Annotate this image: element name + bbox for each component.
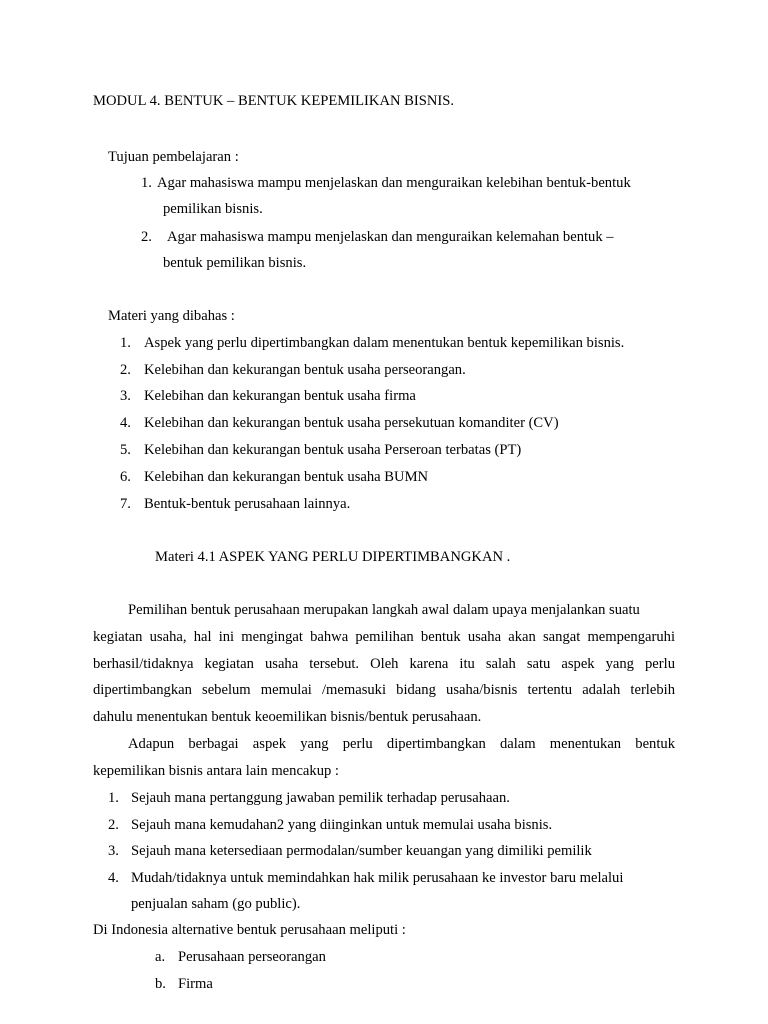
alternative-item bbox=[155, 975, 213, 993]
aspect-item bbox=[108, 842, 592, 860]
alternative-item-text: Firma bbox=[178, 976, 213, 992]
aspect-item-text: Sejauh mana pertanggung jawaban pemilik terhadap perusahaan. bbox=[131, 790, 510, 806]
tujuan-item-1 bbox=[141, 174, 675, 192]
tujuan-item-1-line2: pemilikan bisnis. bbox=[163, 201, 263, 217]
paragraph1-line2: kegiatan usaha, hal ini mengingat bahwa pemilihan bentuk usaha akan sangat mempengaruhi bbox=[93, 629, 675, 645]
aspect-item bbox=[108, 789, 510, 807]
list-number: 3. bbox=[108, 843, 119, 859]
materi-item bbox=[120, 387, 416, 405]
tujuan-item-2-line1: Agar mahasiswa mampu menjelaskan dan menguraikan kelemahan bentuk – bbox=[167, 229, 614, 245]
materi-item bbox=[120, 414, 559, 432]
paragraph1-line4: dipertimbangkan sebelum memulai /memasuki bidang usaha/bisnis tertentu adalah terlebih bbox=[93, 682, 675, 698]
materi-item bbox=[120, 361, 466, 379]
materi-item-text: Aspek yang perlu dipertimbangkan dalam menentukan bentuk kepemilikan bisnis. bbox=[144, 335, 625, 351]
module-title: MODUL 4. BENTUK – BENTUK KEPEMILIKAN BISNIS. bbox=[93, 93, 455, 109]
tujuan-heading: Tujuan pembelajaran : bbox=[108, 149, 239, 165]
list-number: 2. bbox=[141, 229, 152, 245]
alternatives-heading: Di Indonesia alternative bentuk perusahaan meliputi : bbox=[93, 922, 406, 938]
alternative-item-text: Perusahaan perseorangan bbox=[178, 949, 326, 965]
alternative-item bbox=[155, 948, 326, 966]
materi-item-text: Kelebihan dan kekurangan bentuk usaha perseorangan. bbox=[144, 362, 466, 378]
list-number: 4. bbox=[120, 415, 131, 431]
aspect-item-text: Mudah/tidaknya untuk memindahkan hak milik perusahaan ke investor baru melalui bbox=[131, 870, 624, 886]
list-number: 3. bbox=[120, 388, 131, 404]
paragraph1-line5: dahulu menentukan bentuk keoemilikan bisnis/bentuk perusahaan. bbox=[93, 709, 482, 725]
list-number: 5. bbox=[120, 442, 131, 458]
list-number: 7. bbox=[120, 496, 131, 512]
materi-item-text: Kelebihan dan kekurangan bentuk usaha persekutuan komanditer (CV) bbox=[144, 415, 559, 431]
paragraph1-line1 bbox=[128, 601, 675, 619]
list-letter: b. bbox=[155, 976, 166, 992]
list-number: 1. bbox=[108, 790, 119, 806]
list-number: 1. bbox=[120, 335, 131, 351]
aspect-item-text: Sejauh mana kemudahan2 yang diinginkan untuk memulai usaha bisnis. bbox=[131, 817, 553, 833]
materi-item bbox=[120, 441, 521, 459]
materi-heading: Materi yang dibahas : bbox=[108, 308, 235, 324]
paragraph-text: Pemilihan bentuk perusahaan merupakan langkah awal dalam upaya menjalankan suatu bbox=[128, 602, 640, 618]
materi-item-text: Kelebihan dan kekurangan bentuk usaha BUMN bbox=[144, 469, 429, 485]
materi-item-text: Kelebihan dan kekurangan bentuk usaha Perseroan terbatas (PT) bbox=[144, 442, 522, 458]
list-number: 6. bbox=[120, 469, 131, 485]
materi-item-text: Kelebihan dan kekurangan bentuk usaha firma bbox=[144, 388, 416, 404]
list-letter: a. bbox=[155, 949, 166, 965]
paragraph1-line3: berhasil/tidaknya kegiatan usaha tersebut. Oleh karena itu salah satu aspek yang perlu bbox=[93, 656, 675, 672]
tujuan-item-1-line1: Agar mahasiswa mampu menjelaskan dan menguraikan kelebihan bentuk-bentuk bbox=[157, 175, 631, 191]
list-number: 1. bbox=[141, 175, 152, 191]
list-number: 2. bbox=[120, 362, 131, 378]
section-heading: Materi 4.1 ASPEK YANG PERLU DIPERTIMBANGKAN . bbox=[155, 549, 511, 565]
materi-item bbox=[120, 468, 428, 486]
tujuan-item-2 bbox=[141, 228, 675, 246]
paragraph2-line2: kepemilikan bisnis antara lain mencakup : bbox=[93, 763, 339, 779]
materi-item-text: Bentuk-bentuk perusahaan lainnya. bbox=[144, 496, 351, 512]
aspect-item-text: Sejauh mana ketersediaan permodalan/sumber keuangan yang dimiliki pemilik bbox=[131, 843, 592, 859]
tujuan-item-2-line2: bentuk pemilikan bisnis. bbox=[163, 255, 307, 271]
materi-item bbox=[120, 334, 624, 352]
aspect-item-4-line2: penjualan saham (go public). bbox=[131, 896, 301, 912]
materi-item bbox=[120, 495, 350, 513]
list-number: 2. bbox=[108, 817, 119, 833]
paragraph2-line1: Adapun berbagai aspek yang perlu dipertimbangkan dalam menentukan bentuk bbox=[128, 736, 675, 752]
list-number: 4. bbox=[108, 870, 119, 886]
aspect-item bbox=[108, 816, 552, 834]
aspect-item bbox=[108, 869, 623, 887]
